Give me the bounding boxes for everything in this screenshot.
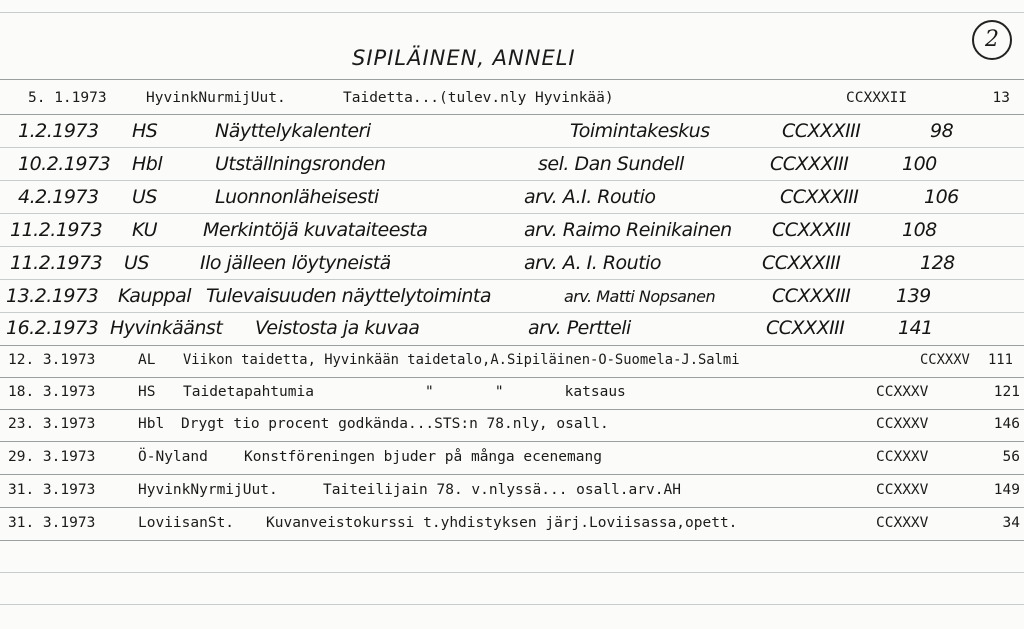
entry-ref: Toimintakeskus (570, 120, 710, 142)
entry-page: 139 (896, 285, 931, 307)
entry-row (0, 507, 1024, 540)
rule-line (0, 604, 1024, 605)
entry-volume: CCXXXIII (772, 285, 851, 307)
entry-volume: CCXXXII (846, 90, 908, 106)
entry-page: 146 (993, 416, 1020, 432)
entry-ref: arv. A. I. Routio (524, 252, 662, 274)
entry-volume: CCXXXV (920, 352, 970, 368)
entry-volume: CCXXXV (876, 449, 929, 465)
entry-row (0, 214, 1024, 247)
entry-date: 29. 3.1973 (8, 449, 96, 465)
entry-volume: CCXXXIII (780, 186, 859, 208)
entry-date: 11.2.1973 (10, 252, 103, 274)
rule-line (0, 540, 1024, 541)
entry-row (0, 312, 1024, 345)
entry-volume: CCXXXIII (766, 317, 845, 339)
entry-page: 111 (988, 352, 1013, 368)
entry-source: Kauppal (118, 285, 192, 307)
entry-text: Kuvanveistokurssi t.yhdistyksen järj.Loviisassa,opett. (266, 515, 738, 531)
entry-page: 34 (1002, 515, 1020, 531)
entry-page: 108 (902, 219, 937, 241)
entry-date: 10.2.1973 (18, 153, 111, 175)
entry-ref: " " katsaus (425, 384, 626, 400)
entry-row (0, 82, 1024, 115)
entry-date: 31. 3.1973 (8, 515, 96, 531)
entry-volume: CCXXXV (876, 416, 929, 432)
entry-row (0, 181, 1024, 214)
entry-source: HyvinkNurmijUut. (146, 90, 286, 106)
entry-ref: sel. Dan Sundell (538, 153, 684, 175)
entry-source: KU (132, 219, 158, 241)
rule-line (0, 12, 1024, 13)
entry-text: Merkintöjä kuvataiteesta (203, 219, 428, 241)
entry-date: 13.2.1973 (6, 285, 99, 307)
rule-line (0, 79, 1024, 80)
entry-volume: CCXXXIII (782, 120, 861, 142)
entry-row (0, 247, 1024, 280)
entry-page: 13 (992, 90, 1010, 106)
entry-source: Ö-Nyland (138, 449, 208, 465)
entry-text: Taidetapahtumia (183, 384, 314, 400)
entry-row (0, 474, 1024, 507)
entry-date: 4.2.1973 (18, 186, 99, 208)
entry-date: 16.2.1973 (6, 317, 99, 339)
entry-ref: arv. Matti Nopsanen (564, 287, 716, 306)
entry-text: Viikon taidetta, Hyvinkään taidetalo,A.Sipiläinen-O-Suomela-J.Salmi (183, 352, 740, 368)
entry-page: 128 (920, 252, 955, 274)
entry-text: Luonnonläheisesti (215, 186, 379, 208)
entry-ref: arv. A.I. Routio (524, 186, 656, 208)
entry-volume: CCXXXV (876, 515, 929, 531)
entry-text: Näyttelykalenteri (215, 120, 371, 142)
entry-volume: CCXXXIII (762, 252, 841, 274)
entry-source: Hbl (138, 416, 165, 432)
entry-row (0, 441, 1024, 474)
entry-volume: CCXXXIII (770, 153, 849, 175)
entry-source: Hbl (132, 153, 163, 175)
entry-row (0, 148, 1024, 181)
entry-text: Taidetta...(tulev.nly Hyvinkää) (343, 90, 614, 106)
entry-page: 100 (902, 153, 937, 175)
entry-text: Utställningsronden (215, 153, 386, 175)
entry-page: 106 (924, 186, 959, 208)
entry-row (0, 408, 1024, 441)
entry-text: Taiteilijain 78. v.nlyssä... osall.arv.AH (323, 482, 681, 498)
entry-source: US (124, 252, 149, 274)
entry-date: 11.2.1973 (10, 219, 103, 241)
entry-source: LoviisanSt. (138, 515, 235, 531)
entry-source: Hyvinkäänst (110, 317, 223, 339)
entry-row (0, 280, 1024, 313)
entry-date: 18. 3.1973 (8, 384, 96, 400)
entry-date: 12. 3.1973 (8, 352, 96, 368)
entry-source: AL (138, 352, 156, 368)
entry-date: 23. 3.1973 (8, 416, 96, 432)
entry-volume: CCXXXIII (772, 219, 851, 241)
entry-source: US (132, 186, 157, 208)
entry-source: HyvinkNyrmijUut. (138, 482, 278, 498)
entry-volume: CCXXXV (876, 384, 929, 400)
entry-page: 56 (1002, 449, 1020, 465)
entry-volume: CCXXXV (876, 482, 929, 498)
entry-ref: arv. Raimo Reinikainen (524, 219, 732, 241)
entry-row (0, 376, 1024, 409)
entry-ref: arv. Pertteli (528, 317, 631, 339)
entry-text: Konstföreningen bjuder på många ecenemang (244, 449, 602, 465)
card-heading: SIPILÄINEN, ANNELI (352, 46, 576, 70)
entry-page: 149 (993, 482, 1020, 498)
rule-line (0, 572, 1024, 573)
entry-page: 141 (898, 317, 933, 339)
entry-source: HS (132, 120, 158, 142)
entry-text: Ilo jälleen löytyneistä (200, 252, 391, 274)
entry-text: Tulevaisuuden näyttelytoiminta (206, 285, 492, 307)
entry-text: Drygt tio procent godkända...STS:n 78.nly, osall. (181, 416, 609, 432)
entry-row (0, 344, 1024, 377)
entry-text: Veistosta ja kuvaa (255, 317, 420, 339)
entry-page: 121 (993, 384, 1020, 400)
entry-row (0, 115, 1024, 148)
entry-date: 31. 3.1973 (8, 482, 96, 498)
entry-page: 98 (930, 120, 954, 142)
entry-date: 1.2.1973 (18, 120, 99, 142)
entry-source: HS (138, 384, 156, 400)
page-mark: 2 (972, 20, 1012, 60)
entry-date: 5. 1.1973 (28, 90, 107, 106)
